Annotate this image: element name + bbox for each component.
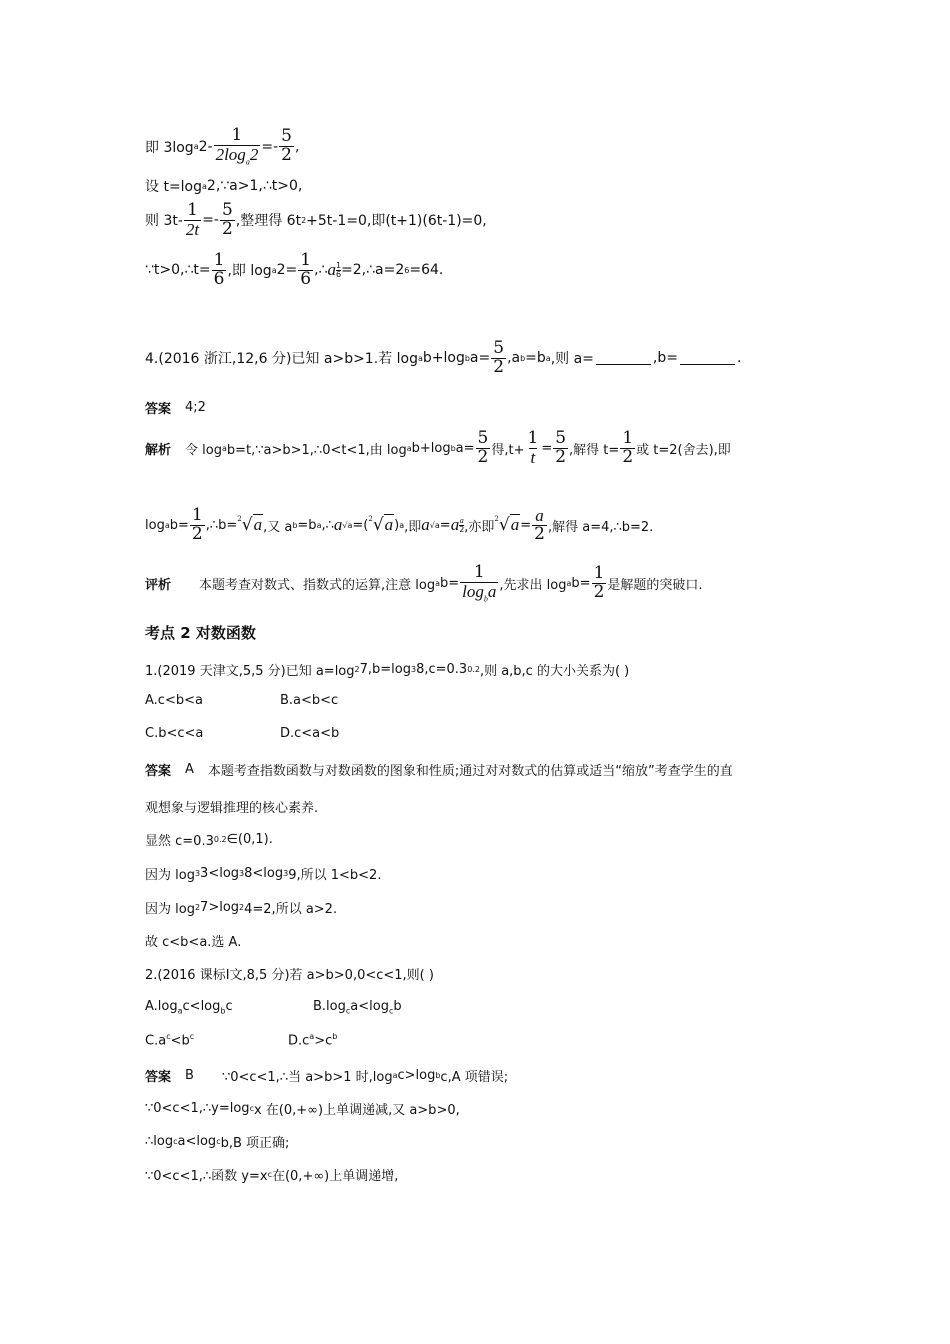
comment-line <box>145 564 703 604</box>
text: c,A 项错误; <box>440 1070 509 1085</box>
text: 2log <box>215 144 246 164</box>
fraction <box>553 430 568 467</box>
subscript: a <box>245 157 250 167</box>
option-b[interactable] <box>313 999 402 1016</box>
superscript: a <box>309 1032 315 1041</box>
fraction <box>214 127 261 167</box>
numerator: 1 <box>593 563 605 584</box>
text: ,则 a= <box>550 351 594 368</box>
subscript: b <box>464 353 470 363</box>
text: ,先求出 log <box>499 578 567 594</box>
fraction <box>279 128 294 165</box>
exponent-radical: √a <box>429 520 440 530</box>
solution-line-4 <box>145 252 443 289</box>
text: 2,∵a>1,∴t>0, <box>206 178 303 194</box>
numerator: 1 <box>191 505 203 525</box>
fraction <box>476 430 491 467</box>
base-a: a <box>421 515 430 535</box>
text: <b <box>170 1033 190 1049</box>
text: = <box>439 517 451 533</box>
numerator: 5 <box>281 126 292 147</box>
text: 本题考查指数函数与对数函数的图象和性质;通过对对数式的估算或适当“缩放”考查学生的直 <box>207 764 733 779</box>
subscript: b <box>450 443 456 453</box>
text: ,解得 t= <box>569 442 620 458</box>
numerator: 1 <box>187 200 198 220</box>
numerator: 5 <box>477 428 489 448</box>
text: b+log <box>411 440 451 456</box>
problem-2-options-row-2 <box>145 1032 337 1048</box>
superscript: 0.2 <box>213 835 227 844</box>
denominator: t <box>530 447 536 467</box>
text: = <box>520 517 532 533</box>
text: c<log <box>182 999 221 1014</box>
text: = <box>541 440 553 456</box>
text: =64. <box>409 262 444 279</box>
radical-index: 2 <box>237 515 242 524</box>
text: 因为 log <box>145 902 195 917</box>
fraction <box>592 565 607 602</box>
numerator: 5 <box>221 200 233 220</box>
text: b= <box>571 576 591 592</box>
subscript: a <box>221 443 227 453</box>
numerator: 1 <box>213 250 225 270</box>
text: =b <box>297 517 317 533</box>
text: 显然 c=0.3 <box>145 834 214 849</box>
problem-1-options-row-1 <box>145 693 338 708</box>
numerator: 1 <box>473 562 485 582</box>
text: c>log <box>397 1068 436 1083</box>
numerator: a <box>459 515 464 525</box>
fraction <box>190 507 205 544</box>
text: 因为 log <box>145 868 195 883</box>
denominator: 2 <box>493 356 505 377</box>
text: B.log <box>313 999 346 1014</box>
subscript: 3 <box>283 869 289 878</box>
subscript: 3 <box>194 869 201 878</box>
superscript: a <box>545 353 551 363</box>
problem-1-step-3 <box>145 898 337 917</box>
radical: $^2$√a <box>494 515 520 536</box>
text: 令 log <box>185 442 222 458</box>
option-d[interactable]: D.c<a<b <box>280 726 340 741</box>
base-a: a <box>333 515 343 535</box>
text: log <box>145 517 165 533</box>
problem-1 <box>145 660 629 679</box>
problem-1-step-4 <box>145 931 241 950</box>
fraction <box>184 202 201 239</box>
text: b,B 项正确; <box>220 1136 290 1151</box>
text: 7,b=log <box>359 662 411 677</box>
text: a<log <box>350 999 389 1014</box>
superscript: 6 <box>404 265 410 275</box>
problem-1-step-1 <box>145 830 273 849</box>
text: 即 3log <box>145 139 194 156</box>
numerator: a <box>535 506 544 525</box>
base-a: a <box>327 260 336 280</box>
text: 8,c=0.3 <box>416 662 468 677</box>
text: . <box>737 350 742 367</box>
solution-line-1 <box>145 127 299 167</box>
radicand: a <box>510 515 520 535</box>
text: 2- <box>198 138 213 155</box>
solution-line-2 <box>145 176 302 196</box>
option-c[interactable] <box>145 1032 288 1048</box>
text: x 在(0,+∞)上单调递减,又 a>b>0, <box>253 1103 460 1118</box>
superscript: b <box>292 520 298 530</box>
problem-2 <box>145 964 434 983</box>
subscript: a <box>164 520 170 530</box>
numerator: 5 <box>555 428 567 448</box>
subscript: c <box>173 1137 178 1146</box>
superscript: b <box>332 1032 338 1041</box>
text: a <box>487 581 497 601</box>
option-b[interactable]: B.a<b<c <box>280 693 339 708</box>
text: ∵t>0,∴t= <box>145 262 211 279</box>
fraction <box>532 507 547 544</box>
option-d[interactable] <box>288 1032 337 1048</box>
text: >c <box>314 1033 333 1049</box>
fraction <box>220 202 235 239</box>
radicand: a <box>253 515 263 535</box>
base-a: a <box>450 515 460 535</box>
subscript: a <box>435 579 441 589</box>
numerator: 1 <box>527 428 539 448</box>
answer-label: 答案 <box>145 1070 172 1085</box>
superscript: a <box>316 520 322 530</box>
problem-2-step-4 <box>145 1165 398 1184</box>
subscript: a <box>193 142 199 152</box>
text: 2.(2016 课标Ⅰ文,8,5 分)若 a>b>0,0<c<1,则( ) <box>145 968 434 983</box>
text: ,整理得 6t <box>235 213 302 230</box>
text: b= <box>440 576 460 592</box>
superscript: 0.2 <box>467 665 480 674</box>
text: 则 3t- <box>145 213 183 230</box>
text: ,∴b= <box>205 517 238 533</box>
text: b= <box>169 517 189 533</box>
subscript: c <box>388 1006 394 1016</box>
denominator: 2 <box>593 582 605 603</box>
text: ,即 log <box>227 263 272 280</box>
subscript: 3 <box>239 869 245 878</box>
text: ,∴ <box>321 517 334 533</box>
section-heading <box>145 622 256 643</box>
text: 故 c<b<a.选 A. <box>145 935 242 950</box>
text: , <box>294 138 300 155</box>
numerator: 1 <box>300 250 312 270</box>
text: 或 t=2(舍去),即 <box>636 442 731 458</box>
superscript: a <box>399 520 405 530</box>
text: 4=2,所以 a>2. <box>244 902 338 917</box>
denominator: 2t <box>185 219 200 239</box>
text: ∵0<c<1,∴当 a>b>1 时,log <box>221 1070 393 1085</box>
numerator: 1 <box>335 260 342 270</box>
text: 1.(2019 天津文,5,5 分)已知 a=log <box>145 664 355 679</box>
radicand: a <box>384 515 394 535</box>
denominator: 2 <box>477 446 489 467</box>
problem-1-answer <box>145 760 733 779</box>
text: 本题考查对数式、指数式的运算,注意 log <box>199 578 436 594</box>
text: ∵0<c<1,∴函数 y=x <box>145 1169 268 1184</box>
fraction <box>620 430 635 467</box>
denominator: 6 <box>300 268 312 289</box>
text: ,解得 a=4,∴b=2. <box>547 519 654 535</box>
text: 2= <box>276 262 298 279</box>
text: 观想象与逻辑推理的核心素养. <box>145 801 319 816</box>
subscript: a <box>177 1006 183 1016</box>
text: 是解题的突破口. <box>607 578 703 594</box>
denominator: 2 <box>191 523 203 544</box>
answer-line <box>145 398 206 417</box>
denominator <box>214 145 261 167</box>
radical-index: 2 <box>494 515 499 524</box>
comment-label: 评析 <box>145 578 172 594</box>
subscript: a <box>566 579 572 589</box>
text: 4.(2016 浙江,12,6 分)已知 a>b>1.若 log <box>145 351 418 368</box>
superscript: 2 <box>301 215 307 225</box>
text: +5t-1=0,即(t+1)(6t-1)=0, <box>306 213 487 230</box>
fraction <box>491 340 506 377</box>
superscript: c <box>267 1170 272 1179</box>
radical: $^2$√a <box>368 515 394 536</box>
text: =2,∴a=2 <box>341 262 405 279</box>
text: 在(0,+∞)上单调递增, <box>271 1169 399 1184</box>
answer-blank-b[interactable] <box>680 351 735 365</box>
fraction <box>460 564 498 604</box>
subscript: b <box>483 594 488 604</box>
subscript: c <box>249 1104 254 1113</box>
text: 9,所以 1<b<2. <box>288 868 382 883</box>
text: a= <box>469 350 491 367</box>
problem-1-answer-cont <box>145 797 318 816</box>
denominator: 2 <box>459 524 465 534</box>
subscript: a <box>417 353 423 363</box>
subscript: a <box>406 443 412 453</box>
text: ,b= <box>652 350 678 367</box>
answer-value: 4;2 <box>185 400 206 415</box>
text: A.log <box>145 999 178 1014</box>
answer-value: B <box>185 1068 194 1083</box>
option-c[interactable]: C.b<c<a <box>145 726 204 741</box>
subscript: 3 <box>410 665 417 674</box>
option-a[interactable] <box>145 999 313 1016</box>
text: ,a <box>507 350 521 367</box>
subscript: c <box>216 1137 221 1146</box>
solution-line-3 <box>145 202 487 239</box>
subscript: b <box>435 1071 441 1080</box>
exponent-radical: √a <box>342 520 353 530</box>
text: ,∴ <box>314 262 328 279</box>
superscript: b <box>520 353 526 363</box>
radical-index: 2 <box>368 515 373 524</box>
section-title: 考点 2 对数函数 <box>145 624 256 642</box>
numerator: 1 <box>622 428 634 448</box>
analysis-line-1 <box>145 430 731 467</box>
subscript: 2 <box>239 903 245 912</box>
text: =b <box>525 350 546 367</box>
question-4 <box>145 340 741 377</box>
fraction <box>212 252 227 289</box>
text: b+log <box>422 350 465 367</box>
text: =- <box>202 212 219 229</box>
text: 得,t+ <box>491 442 525 458</box>
text: 8<log <box>244 866 284 881</box>
problem-2-step-2 <box>145 1099 460 1118</box>
subscript: 2 <box>194 903 201 912</box>
text: =- <box>261 138 279 155</box>
analysis-label: 解析 <box>145 442 172 458</box>
text: C.a <box>145 1033 167 1049</box>
superscript: c <box>189 1032 195 1041</box>
fraction <box>525 430 540 467</box>
text: ,则 a,b,c 的大小关系为( ) <box>479 664 630 679</box>
text: ,亦即 <box>464 519 495 535</box>
text: =( <box>352 517 369 533</box>
problem-1-step-2 <box>145 864 381 883</box>
answer-value: A <box>185 762 194 777</box>
text: 3<log <box>200 866 240 881</box>
option-a[interactable]: A.c<b<a <box>145 693 203 708</box>
numerator: 5 <box>493 338 505 358</box>
superscript: c <box>166 1032 171 1041</box>
denominator <box>460 582 498 604</box>
denominator: 2 <box>534 523 545 544</box>
text: b=t,∵a>b>1,∴0<t<1,由 log <box>226 442 407 458</box>
subscript: a <box>271 265 277 275</box>
text: ∈(0,1). <box>226 832 273 847</box>
text: ,又 a <box>263 519 293 535</box>
text: a<log <box>177 1134 217 1149</box>
numerator: 1 <box>231 125 243 145</box>
text: 2 <box>249 144 259 164</box>
text: ) <box>394 517 400 533</box>
fraction <box>298 252 313 289</box>
problem-2-step-3 <box>145 1132 289 1151</box>
text: b <box>393 999 402 1014</box>
text: log <box>462 581 484 601</box>
problem-1-options-row-2 <box>145 726 339 741</box>
problem-2-answer <box>145 1066 508 1085</box>
denominator: 2 <box>622 446 634 467</box>
denominator: 6 <box>335 269 342 279</box>
text: ,即 <box>404 519 422 535</box>
subscript: c <box>345 1006 351 1016</box>
text: ∵0<c<1,∴y=log <box>145 1101 250 1116</box>
subscript: b <box>220 1006 226 1016</box>
text: 7>log <box>200 900 240 915</box>
text: a= <box>455 440 475 456</box>
subscript: a <box>202 181 207 191</box>
problem-2-options-row-1 <box>145 999 402 1016</box>
answer-label: 答案 <box>145 764 172 779</box>
text: D.c <box>288 1033 310 1049</box>
answer-label: 答案 <box>145 402 172 417</box>
denominator: 2 <box>555 446 567 467</box>
text: 设 t=log <box>145 179 203 195</box>
subscript: 2 <box>354 665 360 674</box>
subscript: a <box>392 1071 398 1080</box>
text: c <box>225 999 233 1014</box>
analysis-line-2 <box>145 507 653 544</box>
answer-blank-a[interactable] <box>596 351 651 365</box>
denominator: 2 <box>221 218 233 239</box>
denominator: 6 <box>213 268 225 289</box>
denominator: 2 <box>281 145 292 166</box>
radical: $^2$√a <box>237 515 263 536</box>
text: ∴log <box>145 1134 174 1149</box>
